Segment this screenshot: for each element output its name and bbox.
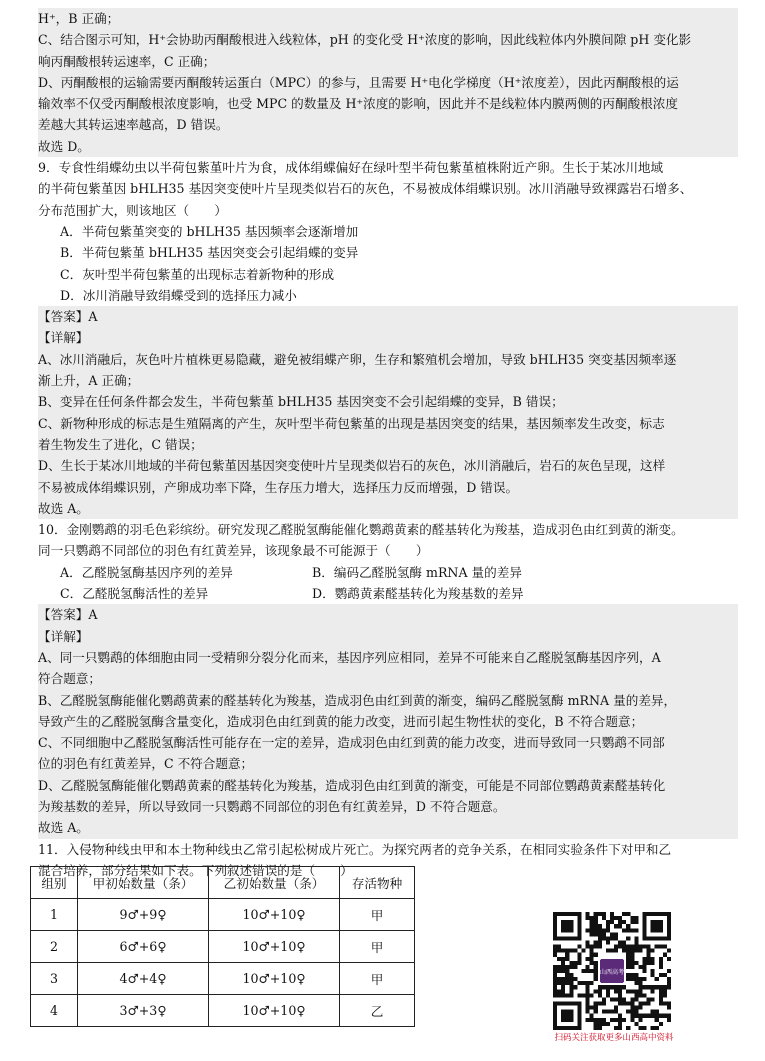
table-cell: 10♂+10♀: [209, 995, 340, 1027]
detail-line: C、不同细胞中乙醛脱氢酶活性可能存在一定的差异，造成羽色由红到黄的能力改变，进而导致同一只鹦鹉不同部: [38, 735, 665, 751]
table-cell: 3♂+3♀: [78, 995, 209, 1027]
detail-line: 导致产生的乙醛脱氢酶含量变化，造成羽色由红到黄的能力改变，进而引起生物性状的变化，B 不符合题意；: [38, 713, 644, 729]
option-a: A．乙醛脱氢酶基因序列的差异: [60, 564, 233, 580]
option-d: D．鹦鹉黄素醛基转化为羧基数的差异: [312, 586, 524, 602]
detail-line: D、乙醛脱氢酶能催化鹦鹉黄素的醛基转化为羧基，造成羽色由红到黄的渐变，可能是不同部位鹦鹉黄素醛基转化: [38, 777, 666, 793]
question-stem-line: 同一只鹦鹉不同部位的羽色有红黄差异，该现象最不可能源于（ ）: [38, 543, 429, 559]
question-stem-line: 的半荷包紫堇因 bHLH35 基因突变使叶片呈现类似岩石的灰色，不易被成体绢蝶识别。冰川消融导致裸露岩石增多、: [38, 181, 693, 197]
detail-line: 故选 A。: [38, 820, 89, 836]
qr-logo-text: 山西高考: [599, 968, 625, 976]
detail-line: A、同一只鹦鹉的体细胞由同一受精卵分裂分化而来，基因序列应相同，差异不可能来自乙醛脱氢酶基因序列，A: [38, 649, 661, 665]
text-line: D、丙酮酸根的运输需要丙酮酸转运蛋白（MPC）的参与，且需要 H⁺电化学梯度（H⁺浓度差），因此丙酮酸根的运: [38, 74, 679, 90]
table-row: [31, 963, 415, 995]
qr-caption: 扫码关注获取更多山西高中资料: [554, 1033, 674, 1043]
table-cell: 1: [31, 899, 78, 931]
option-a: A．半荷包紫堇突变的 bHLH35 基因频率会逐渐增加: [60, 223, 359, 239]
document-page: [38, 8, 738, 881]
question-10: [38, 519, 738, 604]
text-line: 输效率不仅受丙酮酸根浓度影响，也受 MPC 的数量及 H⁺浓度的影响，因此并不是线粒体内膜两侧的丙酮酸根浓度: [38, 96, 678, 112]
text-line: C、结合图示可知，H⁺会协助丙酮酸根进入线粒体，pH 的变化受 H⁺浓度的影响，因此线粒体内外膜间隙 pH 变化影: [38, 32, 692, 48]
question-stem-line: 11．入侵物种线虫甲和本土物种线虫乙常引起松树成片死亡。为探究两者的竞争关系，在相同实验条件下对甲和乙: [38, 841, 672, 857]
detail-line: C、新物种形成的标志是生殖隔离的产生，灰叶型半荷包紫堇的出现是基因突变的结果，基因频率发生改变，标志: [38, 415, 665, 431]
qr-code-icon: [553, 912, 671, 1030]
table-header-row: [31, 867, 415, 899]
options-grid: [38, 562, 738, 605]
detail-label: 【详解】: [38, 628, 89, 644]
q10-answer-block: [38, 604, 738, 838]
table-header-cell: 乙初始数量（条）: [209, 867, 340, 899]
detail-line: 符合题意；: [38, 671, 101, 687]
answer-label: 【答案】A: [38, 309, 98, 325]
table-header-cell: 甲初始数量（条）: [78, 867, 209, 899]
text-line: H⁺，B 正确；: [38, 11, 120, 26]
results-table: [30, 866, 415, 1027]
table-cell: 9♂+9♀: [78, 899, 209, 931]
table-cell: 10♂+10♀: [209, 931, 340, 963]
detail-line: 渐上升，A 正确；: [38, 373, 140, 389]
question-stem-line: 10．金刚鹦鹉的羽毛色彩缤纷。研究发现乙醛脱氢酶能催化鹦鹉黄素的醛基转化为羧基，造成羽色由红到黄的渐变。: [38, 522, 684, 538]
question-stem-line: 9．专食性绢蝶幼虫以半荷包紫堇叶片为食，成体绢蝶偏好在绿叶型半荷包紫堇植株附近产卵。生长于某冰川地域: [38, 160, 664, 176]
table-cell: 甲: [340, 963, 415, 995]
table-cell: 甲: [340, 899, 415, 931]
detail-line: 着生物发生了进化，C 错误；: [38, 436, 203, 452]
table-header-cell: 组别: [31, 867, 78, 899]
text-line: 差越大其转运速率越高，D 错误。: [38, 117, 229, 133]
text-line: 故选 D。: [38, 138, 90, 154]
q9-answer-block: [38, 306, 738, 519]
table-cell: 4: [31, 995, 78, 1027]
option-b: B．编码乙醛脱氢酶 mRNA 量的差异: [312, 564, 522, 580]
detail-line: 位的羽色有红黄差异，C 不符合题意；: [38, 756, 254, 772]
table-cell: 乙: [340, 995, 415, 1027]
detail-line: B、乙醛脱氢酶能催化鹦鹉黄素的醛基转化为羧基，造成羽色由红到黄的渐变，编码乙醛脱氢酶 mRNA 量的差异，: [38, 692, 677, 708]
question-9: [38, 157, 738, 306]
detail-line: 为羧基数的差异，所以导致同一只鹦鹉不同部位的羽色有红黄差异，D 不符合题意。: [38, 798, 506, 814]
detail-line: 不易被成体绢蝶识别，产卵成功率下降，生存压力增大，选择压力反而增强，D 错误。: [38, 479, 519, 495]
table-cell: 6♂+6♀: [78, 931, 209, 963]
question-stem-line: 分布范围扩大，则该地区（ ）: [38, 202, 227, 218]
table-row: [31, 931, 415, 963]
q8-explanation-tail: [38, 8, 738, 157]
option-c: C．乙醛脱氢酶活性的差异: [60, 586, 209, 602]
table-row: [31, 995, 415, 1027]
detail-line: 故选 A。: [38, 500, 89, 516]
detail-label: 【详解】: [38, 330, 89, 346]
option-d: D．冰川消融导致绢蝶受到的选择压力减小: [60, 287, 297, 303]
detail-line: D、生长于某冰川地域的半荷包紫堇因基因突变使叶片呈现类似岩石的灰色，冰川消融后，岩石的灰色呈现，这样: [38, 458, 666, 474]
question-stem-line: 混合培养，部分结果如下表。下列叙述错误的是（ ）: [38, 862, 353, 878]
text-line: 响丙酮酸根转运速率，C 正确；: [38, 53, 216, 69]
answer-label: 【答案】A: [38, 607, 98, 623]
option-b: B．半荷包紫堇 bHLH35 基因突变会引起绢蝶的变异: [60, 245, 359, 261]
table-cell: 2: [31, 931, 78, 963]
table-cell: 3: [31, 963, 78, 995]
detail-line: A、冰川消融后，灰色叶片植株更易隐藏，避免被绢蝶产卵，生存和繁殖机会增加，导致 bHLH35 突变基因频率逐: [38, 351, 677, 367]
table-cell: 10♂+10♀: [209, 963, 340, 995]
detail-line: B、变异在任何条件都会发生，半荷包紫堇 bHLH35 基因突变不会引起绢蝶的变异，B 错误；: [38, 394, 564, 410]
table-cell: 甲: [340, 931, 415, 963]
option-c: C．灰叶型半荷包紫堇的出现标志着新物种的形成: [60, 266, 335, 282]
table-header-cell: 存活物种: [340, 867, 415, 899]
table-cell: 4♂+4♀: [78, 963, 209, 995]
table-cell: 10♂+10♀: [209, 899, 340, 931]
table-row: [31, 899, 415, 931]
